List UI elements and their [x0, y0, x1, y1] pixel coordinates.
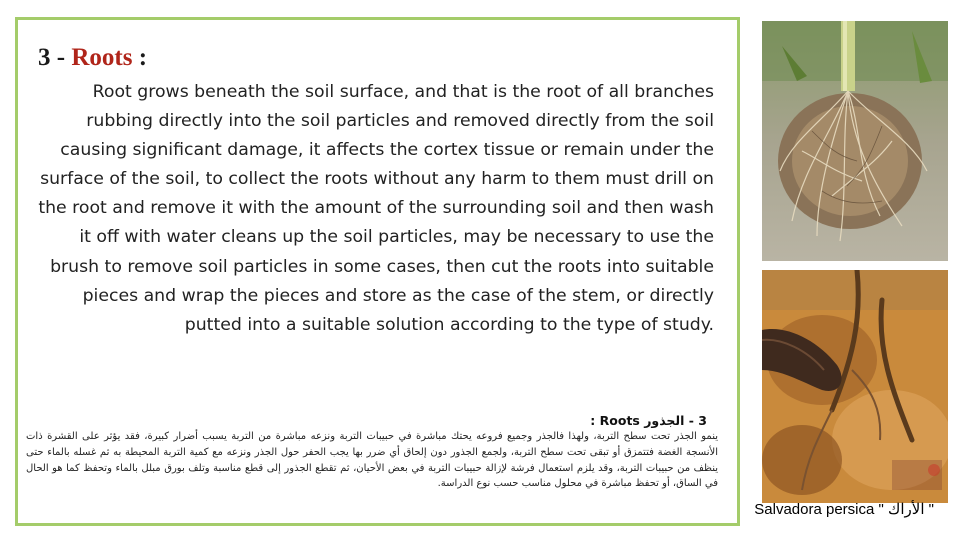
plant-roots-photo: [762, 21, 948, 261]
arabic-body: ينمو الجذر تحت سطح التربة، ولهذا فالجذر وجميع فروعه يحتك مباشرة في حبيبات التربة ونزعه مباشرة من التربة يسبب أضرار كبيرة، فقد يؤثر على القشرة ذات الأنسجة الغضة فتتمزق أو تبقى تحت سطح التربة، ولجمع الجذور دون إلحاق أي ضرر بها يجب الحفر حول الجذر ونزعه مع كمية التربة المحيطة به ثم غسله بالماء حتى ينظف من حبيبات التربة، وقد يلزم استعمال فرشة لإزالة حبيبات التربة في بعض الأحيان، ثم تقطع الجذور إلى قطع مناسبة وتلف بورق مبلل بالماء وتحفظ كما هو الحال في الساق، أو تحفظ مباشرة في محلول مناسب حسب نوع الدراسة.: [26, 431, 718, 490]
title-number: 3 -: [38, 44, 66, 71]
arabic-heading: 3 - الجذور Roots :: [590, 413, 707, 428]
title-colon: :: [138, 44, 148, 71]
english-body: Root grows beneath the soil surface, and that is the root of all branches rubbing directly into the soil particles and removed directly from the soil causing significant damage, it affects the cortex tissue or remain under the surface of the soil, to collect the roots without any harm to them must drill on the root and remove it with the amount of the surrounding soil and then wash it off with water cleans up the soil particles, may be necessary to use the brush to remove soil particles in some cases, then cut the roots into suitable pieces and wrap the pieces and store as the case of the stem, or directly putted into a suitable solution according to the type of study.: [38, 82, 714, 335]
title-word: Roots: [71, 44, 133, 71]
slide-title: [38, 44, 147, 72]
root-excavation-photo: [762, 270, 948, 503]
photo-caption: Salvadora persica " الأراك ": [754, 501, 934, 518]
